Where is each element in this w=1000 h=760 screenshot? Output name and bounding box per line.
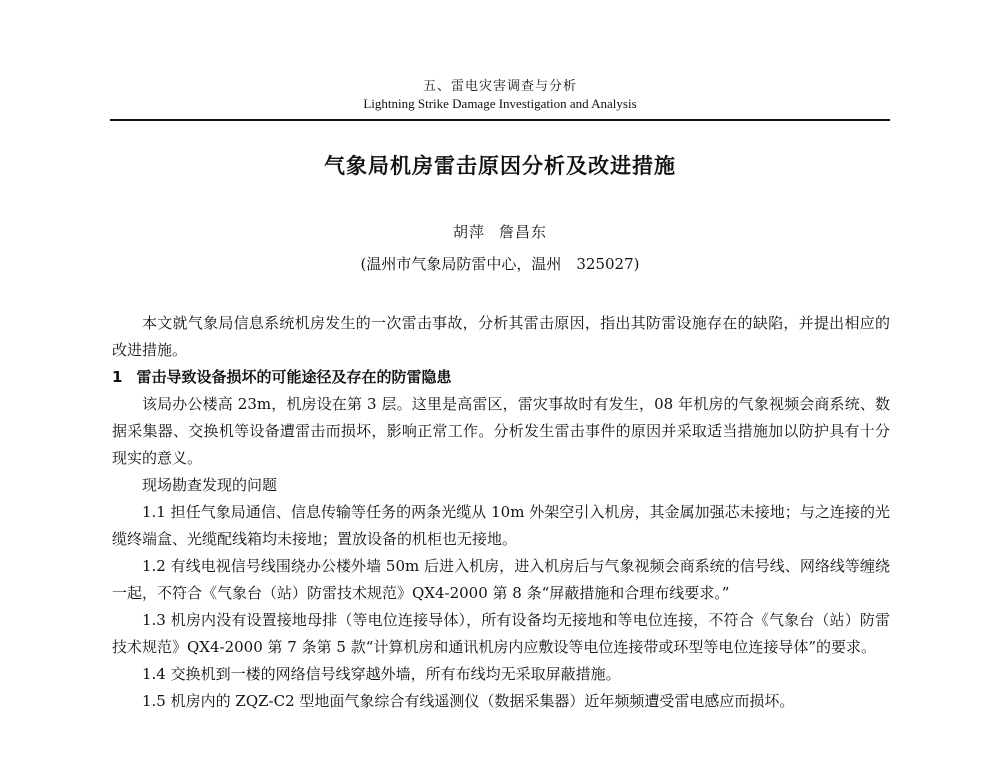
abstract-paragraph: 本文就气象局信息系统机房发生的一次雷击事故，分析其雷击原因，指出其防雷设施存在的缺陷，并提出相应的改进措施。 xyxy=(112,314,890,359)
body-paragraph: 1.3 机房内没有设置接地母排（等电位连接导体），所有设备均无接地和等电位连接，不符合《气象台（站）防雷技术规范》QX4-2000 第 7 条第 5 款“计算机房和通讯机房内应敷设等电位连接带或环型等电位连接导体”的要求。 xyxy=(112,611,890,656)
section-title-en: Lightning Strike Damage Investigation and Analysis xyxy=(363,96,637,111)
author-affiliation: (温州市气象局防雷中心，温州 325027) xyxy=(360,255,640,273)
body-paragraph: 该局办公楼高 23m，机房设在第 3 层。这里是高雷区，雷灾事故时有发生，08 年机房的气象视频会商系统、数据采集器、交换机等设备遭雷击而损坏，影响正常工作。分析发生雷击事件的原因并采取适当措施加以防护具有十分现实的意义。 xyxy=(112,395,890,467)
article-body xyxy=(112,310,890,715)
header-rule xyxy=(110,119,890,121)
section-heading-text: 雷击导致设备损坏的可能途径及存在的防雷隐患 xyxy=(136,368,452,386)
body-paragraph: 现场勘查发现的问题 xyxy=(142,476,278,494)
author-list xyxy=(0,221,1000,243)
section-heading xyxy=(112,364,890,391)
body-paragraph: 1.4 交换机到一楼的网络信号线穿越外墙，所有布线均无采取屏蔽措施。 xyxy=(142,665,621,683)
running-header xyxy=(0,78,1000,112)
section-number: 1 xyxy=(112,368,123,386)
body-paragraph: 1.2 有线电视信号线围绕办公楼外墙 50m 后进入机房，进入机房后与气象视频会商系统的信号线、网络线等缠绕一起，不符合《气象台（站）防雷技术规范》QX4-2000 第 8 条“屏蔽措施和合理布线要求。” xyxy=(112,557,890,602)
body-paragraph: 1.5 机房内的 ZQZ-C2 型地面气象综合有线遥测仪（数据采集器）近年频频遭受雷电感应而损坏。 xyxy=(142,692,795,710)
body-paragraph: 1.1 担任气象局通信、信息传输等任务的两条光缆从 10m 外架空引入机房，其金属加强芯未接地；与之连接的光缆终端盒、光缆配线箱均未接地；置放设备的机柜也无接地。 xyxy=(112,503,890,548)
article-title: 气象局机房雷击原因分析及改进措施 xyxy=(324,154,676,178)
author-name: 胡萍 xyxy=(452,223,485,241)
section-title-cn: 五、雷电灾害调查与分析 xyxy=(422,79,577,94)
author-name: 詹昌东 xyxy=(499,223,548,241)
